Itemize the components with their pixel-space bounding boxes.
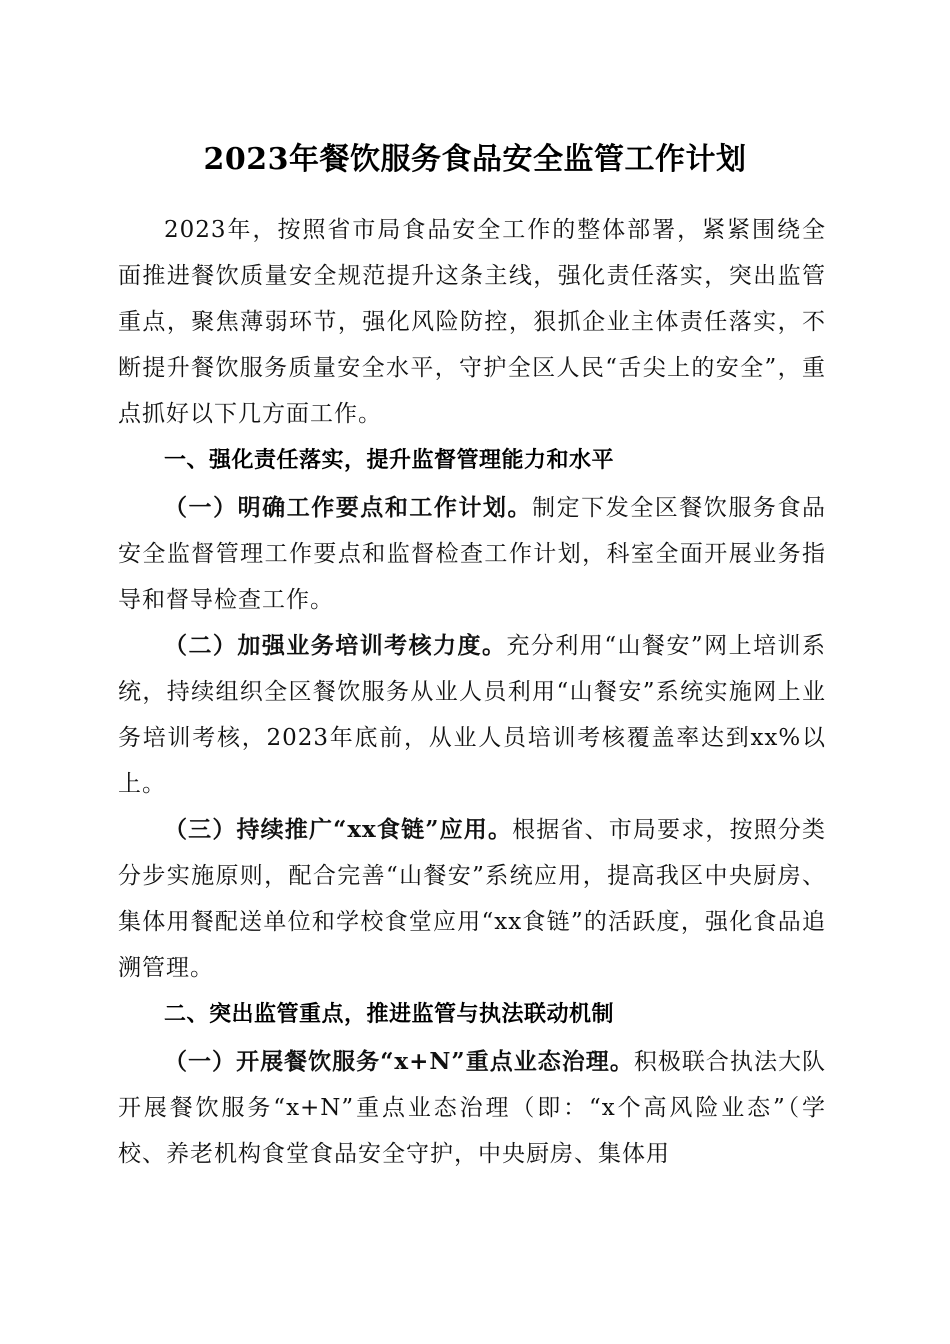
section-heading-1: 一、强化责任落实，提升监督管理能力和水平 (164, 448, 615, 473)
intro-paragraph: 2023年，按照省市局食品安全工作的整体部署，紧紧围绕全面推进餐饮质量安全规范提升这条主线，强化责任落实，突出监管重点，聚焦薄弱环节，强化风险防控，狠抓企业主体责任落实，不断提升餐饮服务质量安全水平，守护全区人民“舌尖上的安全”，重点抓好以下几方面工作。 (118, 217, 826, 427)
item-lead: （一）明确工作要点和工作计划。 (164, 494, 533, 521)
item-lead: （一）开展餐饮服务“x+N”重点业态治理。 (164, 1048, 634, 1075)
document-body (118, 207, 826, 1177)
section-1-item-3 (118, 807, 826, 991)
section-1-item-1 (118, 485, 826, 623)
item-text: 充分利用“山餐安”网上培训系统，持续组织全区餐饮服务从业人员利用“山餐安”系统实施网上业务培训考核，2023年底前，从业人员培训考核覆盖率达到xx%以上。 (118, 633, 826, 797)
item-lead: （二）加强业务培训考核力度。 (164, 632, 507, 659)
section-heading-2: 二、突出监管重点，推进监管与执法联动机制 (164, 1002, 615, 1027)
section-1-item-2 (118, 623, 826, 807)
document-title: 2023年餐饮服务食品安全监管工作计划 (203, 142, 747, 177)
item-lead: （三）持续推广“xx食链”应用。 (164, 816, 513, 843)
section-2-item-1 (118, 1039, 826, 1177)
item-text: 根据省、市局要求，按照分类分步实施原则，配合完善“山餐安”系统应用，提高我区中央厨房、集体用餐配送单位和学校食堂应用“xx食链”的活跃度，强化食品追溯管理。 (118, 817, 827, 981)
item-text: 制定下发全区餐饮服务食品安全监督管理工作要点和监督检查工作计划，科室全面开展业务指导和督导检查工作。 (118, 495, 827, 613)
item-text: 积极联合执法大队开展餐饮服务“x+N”重点业态治理（即：“x个高风险业态”（学校、养老机构食堂食品安全守护，中央厨房、集体用 (118, 1049, 826, 1167)
